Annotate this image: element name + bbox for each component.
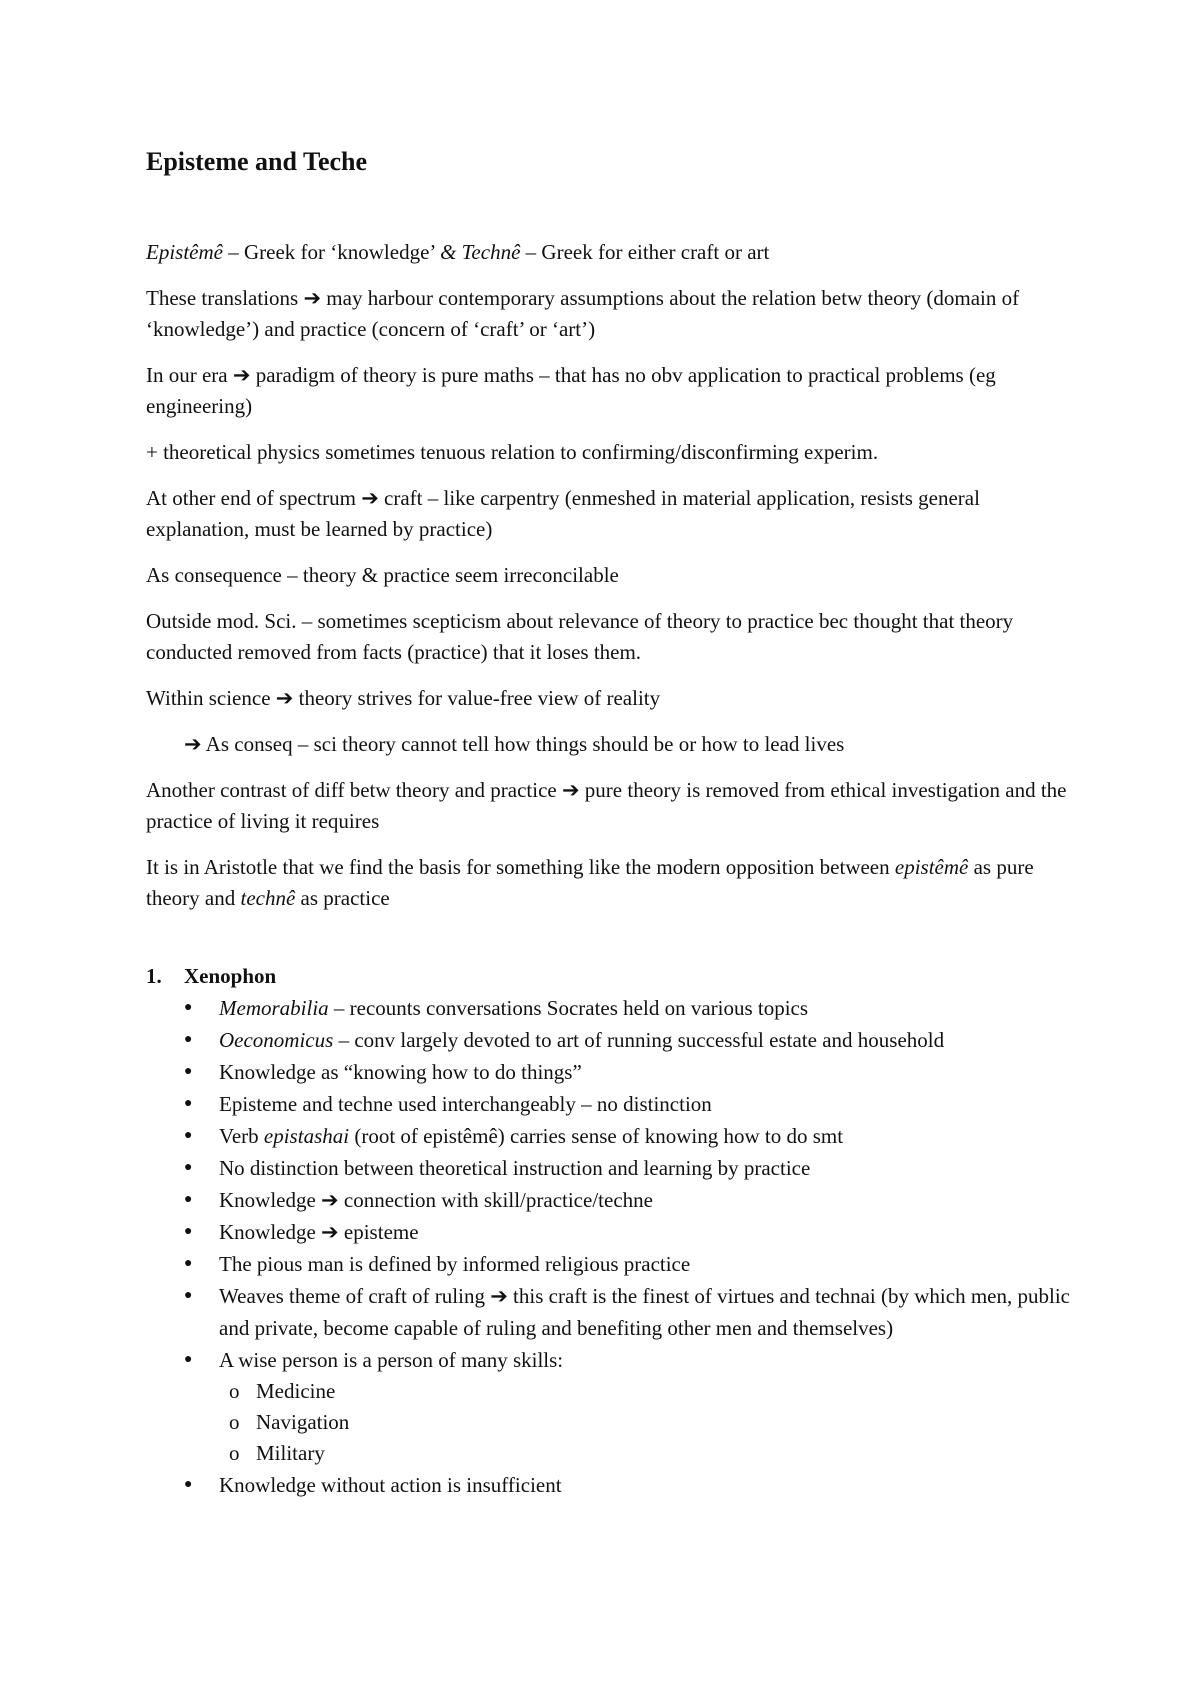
work-title-memorabilia: Memorabilia (219, 996, 329, 1020)
bullet-icon: ● (184, 1128, 193, 1143)
sub-list-item-text: Navigation (256, 1410, 350, 1434)
list-item-text: (root of epistêmê) carries sense of knowing how to do smt (349, 1124, 844, 1148)
list-item (146, 1216, 1086, 1248)
intro-paragraph-spectrum: At other end of spectrum ➔ craft – like carpentry (enmeshed in material application, resists general explanation, must be learned by practice) (146, 486, 980, 541)
section-title: Xenophon (184, 964, 277, 988)
list-item (146, 1120, 1086, 1152)
sub-bullet-icon: o (229, 1379, 240, 1403)
work-title-oeconomicus: Oeconomicus (219, 1028, 334, 1052)
list-item-text: The pious man is defined by informed religious practice (219, 1252, 691, 1276)
list-item-text: No distinction between theoretical instruction and learning by practice (219, 1156, 811, 1180)
intro-paragraph-translations: These translations ➔ may harbour contemporary assumptions about the relation betw theory (domain of ‘knowledge’) and practice (concern of ‘craft’ or ‘art’) (146, 286, 1020, 341)
term-techne-inline: technê (240, 886, 296, 910)
intro-paragraph-physics: + theoretical physics sometimes tenuous relation to confirming/disconfirming experim. (146, 440, 879, 464)
sub-list (219, 1376, 1086, 1469)
list-item-text: Verb (219, 1124, 264, 1148)
list-item (146, 1088, 1086, 1120)
intro-paragraph-arrow-conseq: ➔ As conseq – sci theory cannot tell how things should be or how to lead lives (184, 732, 845, 756)
sub-list-item (219, 1407, 1086, 1438)
term-epistashai: epistashai (263, 1124, 350, 1148)
list-item (146, 1184, 1086, 1216)
section-xenophon (146, 961, 1086, 1501)
bullet-icon: ● (184, 1288, 193, 1303)
term-episteme: Epistêmê (146, 240, 223, 264)
bullet-icon: ● (184, 1224, 193, 1239)
bullet-list (146, 992, 1086, 1501)
page-title: Episteme and Teche (146, 147, 368, 176)
intro-paragraph-contrast: Another contrast of diff betw theory and practice ➔ pure theory is removed from ethical investigation and the practice of living it requires (146, 778, 1067, 833)
bullet-icon: ● (184, 1000, 193, 1015)
document-page (146, 145, 1086, 1501)
term-episteme-inline: epistêmê (894, 855, 969, 879)
sub-bullet-icon: o (229, 1441, 240, 1465)
aristotle-text-e: as practice (295, 886, 390, 910)
bullet-icon: ● (184, 1256, 193, 1271)
list-item (146, 992, 1086, 1024)
list-item (146, 1024, 1086, 1056)
intro-paragraph-definitions (146, 237, 1086, 268)
section-number: 1. (146, 964, 162, 988)
list-item-text: – conv largely devoted to art of running successful estate and household (333, 1028, 945, 1052)
list-item (146, 1248, 1086, 1280)
section-heading (146, 961, 1086, 992)
definition-techne: – Greek for either craft or art (520, 240, 770, 264)
sub-list-item-text: Military (256, 1441, 325, 1465)
bullet-icon: ● (184, 1032, 193, 1047)
bullet-icon: ● (184, 1064, 193, 1079)
sub-bullet-icon: o (229, 1410, 240, 1434)
intro-paragraph-consequence: As consequence – theory & practice seem irreconcilable (146, 563, 619, 587)
list-item (146, 1280, 1086, 1344)
aristotle-text-a: It is in Aristotle that we find the basis for something like the modern opposition between (146, 855, 895, 879)
list-item-text: Episteme and techne used interchangeably – no distinction (219, 1092, 712, 1116)
aristotle-text-c: as pure theory and (146, 855, 1034, 910)
sub-list-item (219, 1376, 1086, 1407)
list-item (146, 1056, 1086, 1088)
list-item-text: Knowledge ➔ episteme (219, 1220, 419, 1244)
bullet-icon: ● (184, 1352, 193, 1367)
intro-paragraph-outside-science: Outside mod. Sci. – sometimes scepticism about relevance of theory to practice bec thought that theory conducted removed from facts (practice) that it loses them. (146, 609, 1014, 664)
sub-list-item-text: Medicine (256, 1379, 336, 1403)
list-item-text: Knowledge as “knowing how to do things” (219, 1060, 582, 1084)
bullet-icon: ● (184, 1192, 193, 1207)
intro-paragraph-our-era: In our era ➔ paradigm of theory is pure maths – that has no obv application to practical problems (eg engineering) (146, 363, 996, 418)
list-item (146, 1469, 1086, 1501)
list-item (146, 1344, 1086, 1469)
list-item-text: Knowledge without action is insufficient (219, 1473, 562, 1497)
definition-episteme: – Greek for ‘knowledge’ (222, 240, 441, 264)
intro-paragraph-aristotle (146, 852, 1086, 914)
bullet-icon: ● (184, 1477, 193, 1492)
intro-paragraph-within-science: Within science ➔ theory strives for value-free view of reality (146, 686, 661, 710)
list-item-text: A wise person is a person of many skills: (219, 1348, 564, 1372)
term-techne: & Technê (440, 240, 521, 264)
list-item-text: – recounts conversations Socrates held on various topics (328, 996, 809, 1020)
bullet-icon: ● (184, 1096, 193, 1111)
list-item-text: Knowledge ➔ connection with skill/practice/techne (219, 1188, 653, 1212)
intro-section (146, 237, 1086, 914)
sub-list-item (219, 1438, 1086, 1469)
list-item (146, 1152, 1086, 1184)
list-item-text: Weaves theme of craft of ruling ➔ this craft is the finest of virtues and technai (by which men, public and private, become capable of ruling and benefiting other men and themselves) (219, 1284, 1070, 1340)
bullet-icon: ● (184, 1160, 193, 1175)
